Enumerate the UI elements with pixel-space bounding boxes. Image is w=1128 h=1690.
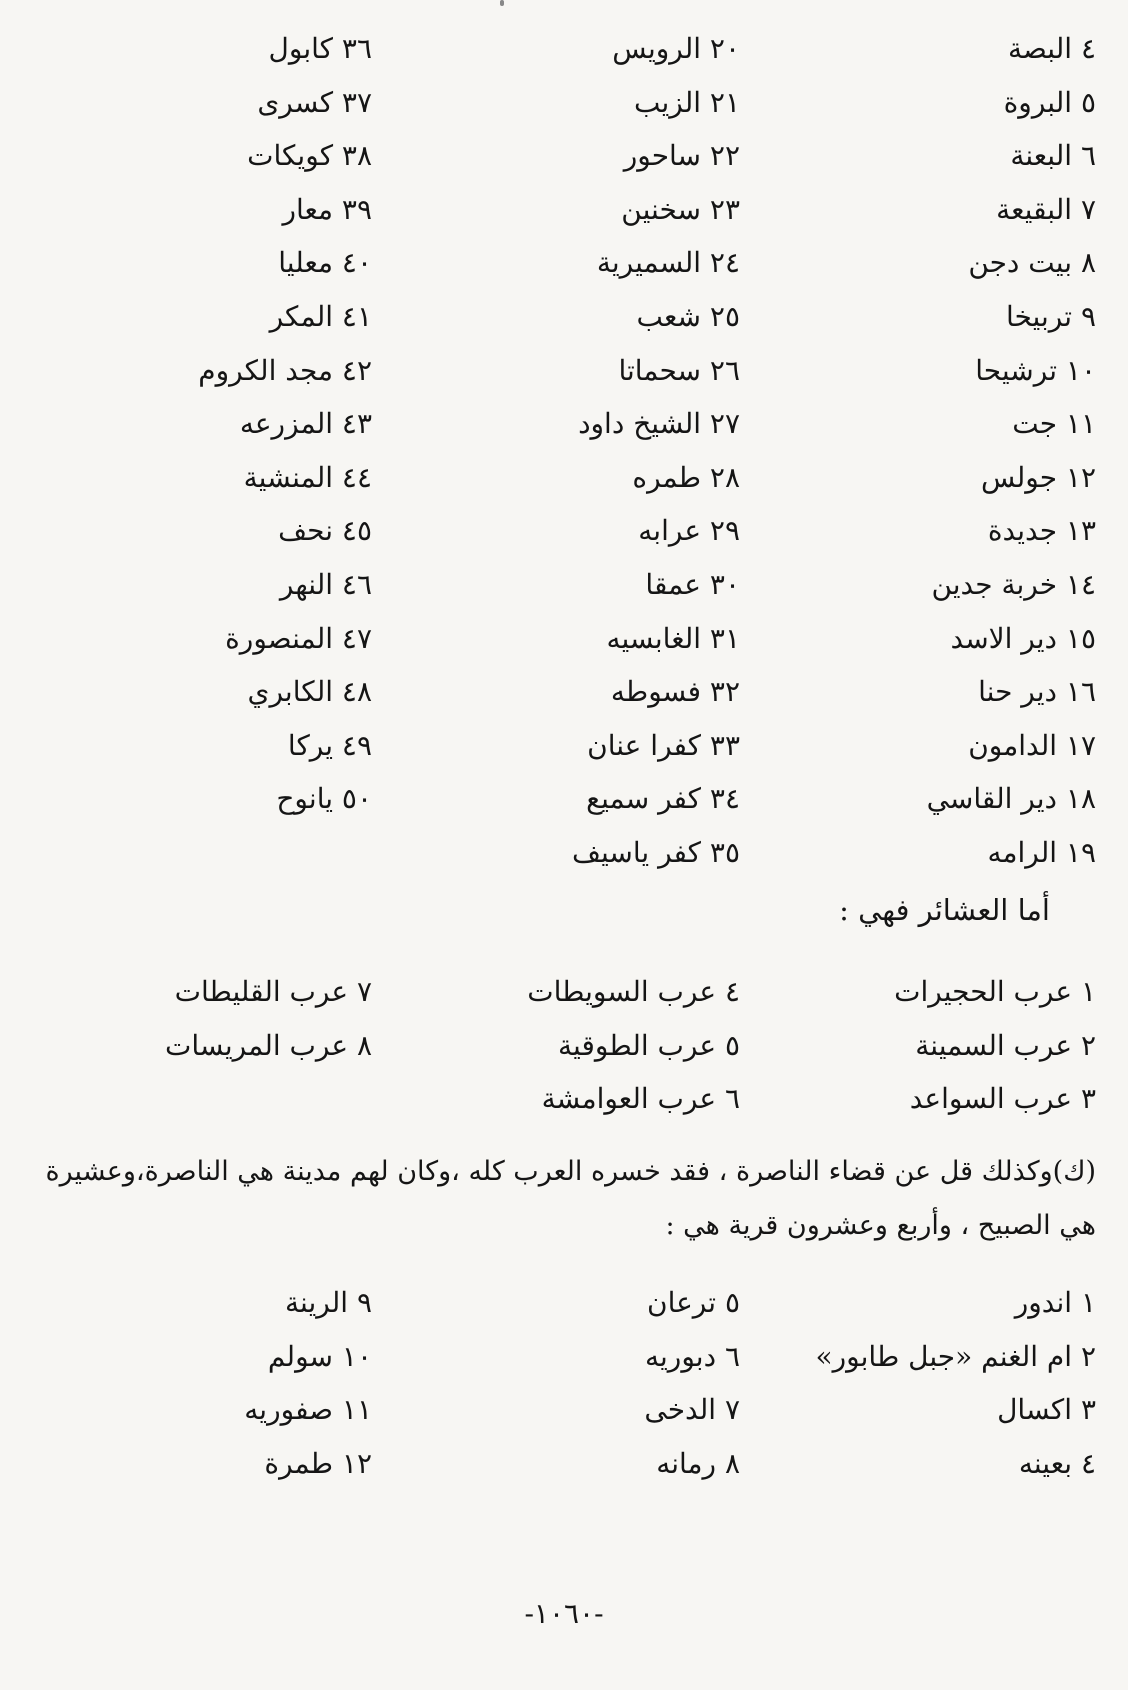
nazareth-column-3 — [0, 1276, 388, 1490]
list-item: ١٣ جديدة — [987, 514, 1096, 548]
tribes-column-2 — [388, 965, 748, 1126]
list-item: ٢٣ سخنين — [621, 192, 740, 226]
list-item: ٤٧ المنصورة — [225, 621, 372, 655]
list-item: ٧ الدخى — [644, 1393, 740, 1427]
list-item: ٣٦ كابول — [268, 32, 372, 65]
list-item: ٦ دبوريه — [645, 1339, 740, 1373]
list-item: ٢٥ شعب — [636, 299, 740, 333]
list-item: ١١ جت — [1012, 407, 1096, 441]
paragraph-line-2: هي الصبيح ، وأربع وعشرون قرية هي : — [665, 1210, 1096, 1241]
list-item: ٧ عرب القليطات — [174, 975, 372, 1008]
list-item: ٦ عرب العوامشة — [541, 1082, 740, 1116]
list-item: ٨ رمانه — [656, 1446, 740, 1480]
tribes-heading: أما العشائر فهي : — [839, 893, 1050, 927]
list-item: ١ اندور — [1014, 1286, 1096, 1319]
list-item: ٩ الرينة — [285, 1286, 372, 1319]
list-item: ٥٠ يانوح — [276, 782, 372, 816]
list-item: ١٢ جولس — [981, 460, 1096, 494]
villages-list — [0, 22, 1128, 880]
list-item: ١٢ طمرة — [264, 1446, 372, 1480]
list-item: ٣٠ عمقا — [645, 567, 740, 601]
page-number: -١٠٦٠- — [524, 1597, 604, 1630]
list-item: ١٨ دير القاسي — [926, 782, 1096, 816]
list-item: ٤٩ يركا — [287, 728, 372, 762]
villages-column-2 — [388, 22, 748, 880]
list-item: ١٠ ترشيحا — [975, 353, 1096, 387]
list-item: ١٧ الدامون — [968, 728, 1096, 762]
list-item: ٤ عرب السويطات — [527, 975, 740, 1008]
list-item: ٣ اكسال — [997, 1393, 1096, 1427]
list-item: ٩ تربيخا — [1005, 299, 1096, 333]
list-item: ١٩ الرامه — [987, 835, 1096, 869]
list-item: ٣٧ كسرى — [257, 85, 372, 119]
nazareth-column-2 — [388, 1276, 748, 1490]
list-item: ١ عرب الحجيرات — [894, 975, 1096, 1008]
list-item: ٣ عرب السواعد — [909, 1082, 1096, 1116]
print-speck — [500, 0, 504, 6]
list-item: ٥ ترعان — [647, 1286, 740, 1319]
list-item: ٢٩ عرابه — [638, 514, 740, 548]
nazareth-column-1 — [748, 1276, 1128, 1490]
list-item: ١٠ سولم — [267, 1339, 372, 1373]
list-item: ٢١ الزيب — [633, 85, 740, 119]
list-item: ٧ البقيعة — [996, 192, 1096, 226]
list-item: ٤ البصة — [1008, 32, 1096, 65]
list-item: ٢ ام الغنم «جبل طابور» — [815, 1339, 1096, 1373]
list-item: ٣٤ كفر سميع — [586, 782, 740, 816]
list-item: ٢ عرب السمينة — [915, 1028, 1096, 1062]
list-item: ٤٦ النهر — [279, 567, 372, 601]
list-item: ١٥ دير الاسد — [950, 621, 1096, 655]
list-item: ٣١ الغابسيه — [606, 621, 740, 655]
list-item: ٤٥ نحف — [278, 514, 372, 548]
list-item: ٢٦ سحماتا — [618, 353, 740, 387]
list-item: ٢٤ السميرية — [596, 246, 740, 280]
list-item: ٣٩ معار — [282, 192, 372, 226]
list-item: ٣٣ كفرا عنان — [587, 728, 740, 762]
list-item: ٥ عرب الطوقية — [558, 1028, 740, 1062]
list-item: ٢٠ الرويس — [612, 32, 740, 65]
list-item: ٤٨ الكابري — [247, 675, 372, 709]
list-item: ٤٠ معليا — [278, 246, 372, 280]
tribes-list — [0, 965, 1128, 1126]
list-item: ١٤ خربة جدين — [931, 567, 1096, 601]
list-item: ٢٨ طمره — [632, 460, 740, 494]
villages-column-1 — [748, 22, 1128, 880]
list-item: ١٦ دير حنا — [978, 675, 1096, 709]
list-item: ٢٧ الشيخ داود — [578, 407, 740, 441]
list-item: ١١ صفوريه — [244, 1393, 372, 1427]
paragraph-line-1: (ك)وكذلك قل عن قضاء الناصرة ، فقد خسره العرب كله ،وكان لهم مدينة هي الناصرة،وعشيرة — [45, 1156, 1096, 1187]
list-item: ٤٢ مجد الكروم — [198, 353, 372, 387]
list-item: ٤٣ المزرعه — [239, 407, 372, 441]
nazareth-villages-list — [0, 1276, 1128, 1490]
tribes-column-3 — [0, 965, 388, 1126]
list-item: ٤٤ المنشية — [243, 460, 372, 494]
tribes-column-1 — [748, 965, 1128, 1126]
list-item: ٣٢ فسوطه — [610, 675, 740, 709]
list-item: ٦ البعنة — [1010, 139, 1096, 173]
list-item: ٨ عرب المريسات — [165, 1028, 372, 1062]
list-item: ٢٢ ساحور — [623, 139, 740, 173]
list-item: ٤١ المكر — [269, 299, 372, 333]
list-item: ٣٨ كويكات — [247, 139, 372, 173]
list-item: ٨ بيت دجن — [968, 246, 1096, 280]
list-item: ٥ البروة — [1003, 85, 1096, 119]
list-item: ٣٥ كفر ياسيف — [571, 835, 740, 869]
list-item: ٤ بعينه — [1018, 1446, 1096, 1480]
villages-column-3 — [0, 22, 388, 880]
